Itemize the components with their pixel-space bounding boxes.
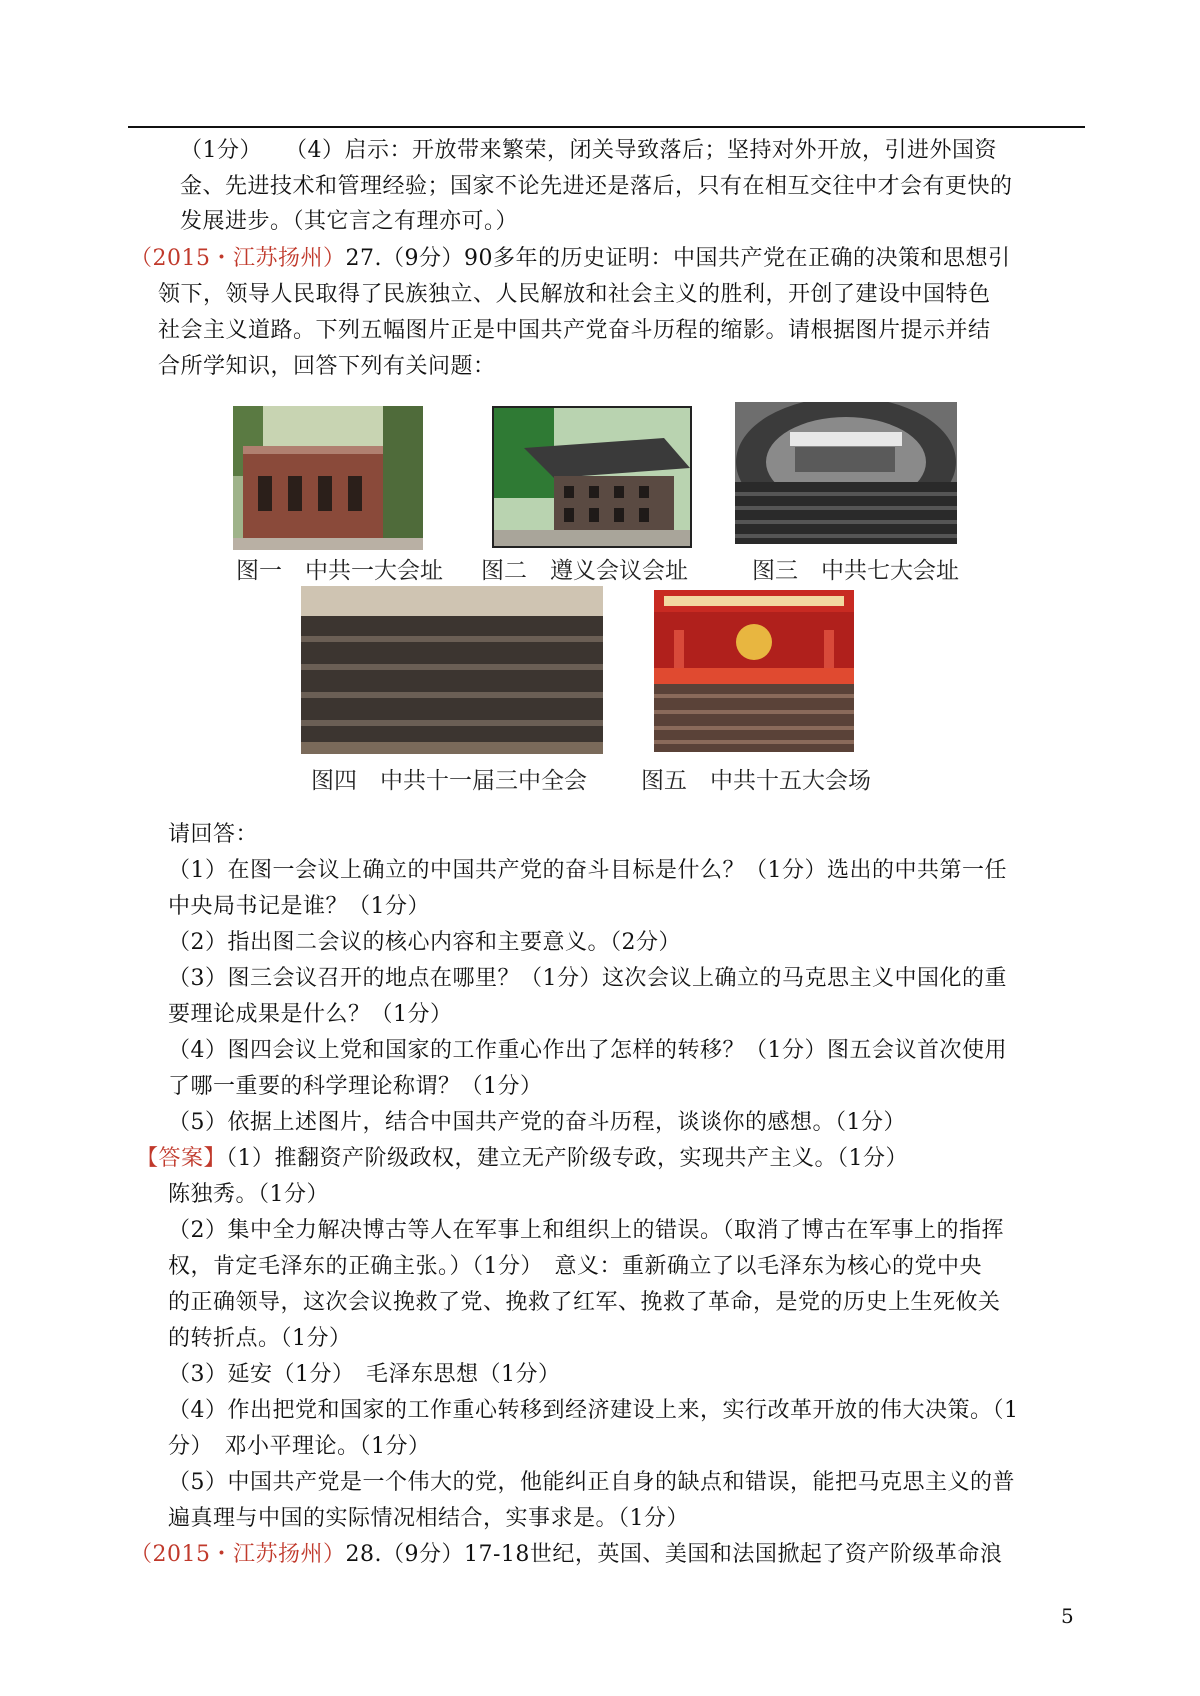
text-line: 了哪一重要的科学理论称谓？（1分） xyxy=(168,1074,543,1099)
text-line: （5）中国共产党是一个伟大的党，他能纠正自身的缺点和错误，能把马克思主义的普 xyxy=(168,1470,1015,1495)
text-line: （2）集中全力解决博古等人在军事上和组织上的错误。（取消了博古在军事上的指挥 xyxy=(168,1218,1004,1243)
figure-5-photo xyxy=(654,590,854,752)
figure-3-photo xyxy=(735,402,957,544)
answer-first-line xyxy=(136,1144,908,1174)
text-line: 陈独秀。（1分） xyxy=(168,1182,329,1207)
question-source: （2015・江苏扬州） xyxy=(130,246,346,271)
text-line: 合所学知识，回答下列有关问题： xyxy=(158,354,496,379)
question-source: （2015・江苏扬州） xyxy=(130,1542,346,1567)
text-line: （1分） （4）启示：开放带来繁荣，闭关导致落后；坚持对外开放，引进外国资 xyxy=(180,138,997,163)
figure-3-caption: 图三 中共七大会址 xyxy=(752,558,959,584)
text-line: 分） 邓小平理论。（1分） xyxy=(168,1434,431,1459)
text-line: （5）依据上述图片，结合中国共产党的奋斗历程，谈谈你的感想。（1分） xyxy=(168,1110,906,1135)
answer-label: 【答案】 xyxy=(136,1146,227,1171)
figure-1-caption: 图一 中共一大会址 xyxy=(236,558,443,584)
text-line: 要理论成果是什么？（1分） xyxy=(168,1002,453,1027)
figure-4-photo xyxy=(301,586,603,754)
header-rule xyxy=(128,126,1085,128)
text-line: 金、先进技术和管理经验；国家不论先进还是落后，只有在相互交往中才会有更快的 xyxy=(180,174,1013,199)
figure-1-photo xyxy=(233,406,423,550)
text-line: 遍真理与中国的实际情况相结合，实事求是。（1分） xyxy=(168,1506,689,1531)
text-line: 请回答： xyxy=(168,822,259,847)
question-text: 28.（9分）17-18世纪，英国、美国和法国掀起了资产阶级革命浪 xyxy=(345,1542,1003,1567)
text-line: 社会主义道路。下列五幅图片正是中国共产党奋斗历程的缩影。请根据图片提示并结 xyxy=(158,318,991,343)
text-line: （2）指出图二会议的核心内容和主要意义。（2分） xyxy=(168,930,681,955)
text-line: 发展进步。（其它言之有理亦可。） xyxy=(180,209,519,234)
text-line: 权，肯定毛泽东的正确主张。）（1分） 意义：重新确立了以毛泽东为核心的党中央 xyxy=(168,1254,982,1279)
question-28-first-line xyxy=(130,1540,1002,1570)
text-line: （3）图三会议召开的地点在哪里？（1分）这次会议上确立的马克思主义中国化的重 xyxy=(168,966,1007,991)
text-line: （3）延安（1分） 毛泽东思想（1分） xyxy=(168,1362,561,1387)
text-line: （4）图四会议上党和国家的工作重心作出了怎样的转移？（1分）图五会议首次使用 xyxy=(168,1038,1007,1063)
answer-text: （1）推翻资产阶级政权，建立无产阶级专政，实现共产主义。（1分） xyxy=(226,1146,909,1171)
text-line: 的转折点。（1分） xyxy=(168,1326,352,1351)
text-line: （1）在图一会议上确立的中国共产党的奋斗目标是什么？（1分）选出的中共第一任 xyxy=(168,858,1007,883)
question-27-first-line xyxy=(130,244,1010,274)
figure-2-photo xyxy=(492,406,692,548)
figure-5-caption: 图五 中共十五大会场 xyxy=(641,768,871,794)
figure-2-caption: 图二 遵义会议会址 xyxy=(481,558,688,584)
figure-4-caption: 图四 中共十一届三中全会 xyxy=(311,768,587,794)
page-number: 5 xyxy=(1061,1604,1074,1628)
question-text: 27.（9分）90多年的历史证明：中国共产党在正确的决策和思想引 xyxy=(345,246,1011,271)
text-line: 的正确领导，这次会议挽救了党、挽救了红军、挽救了革命，是党的历史上生死攸关 xyxy=(168,1290,1001,1315)
text-line: 领下，领导人民取得了民族独立、人民解放和社会主义的胜利，开创了建设中国特色 xyxy=(158,282,991,307)
text-line: （4）作出把党和国家的工作重心转移到经济建设上来，实行改革开放的伟大决策。（1 xyxy=(168,1398,1019,1423)
text-line: 中央局书记是谁？（1分） xyxy=(168,894,430,919)
